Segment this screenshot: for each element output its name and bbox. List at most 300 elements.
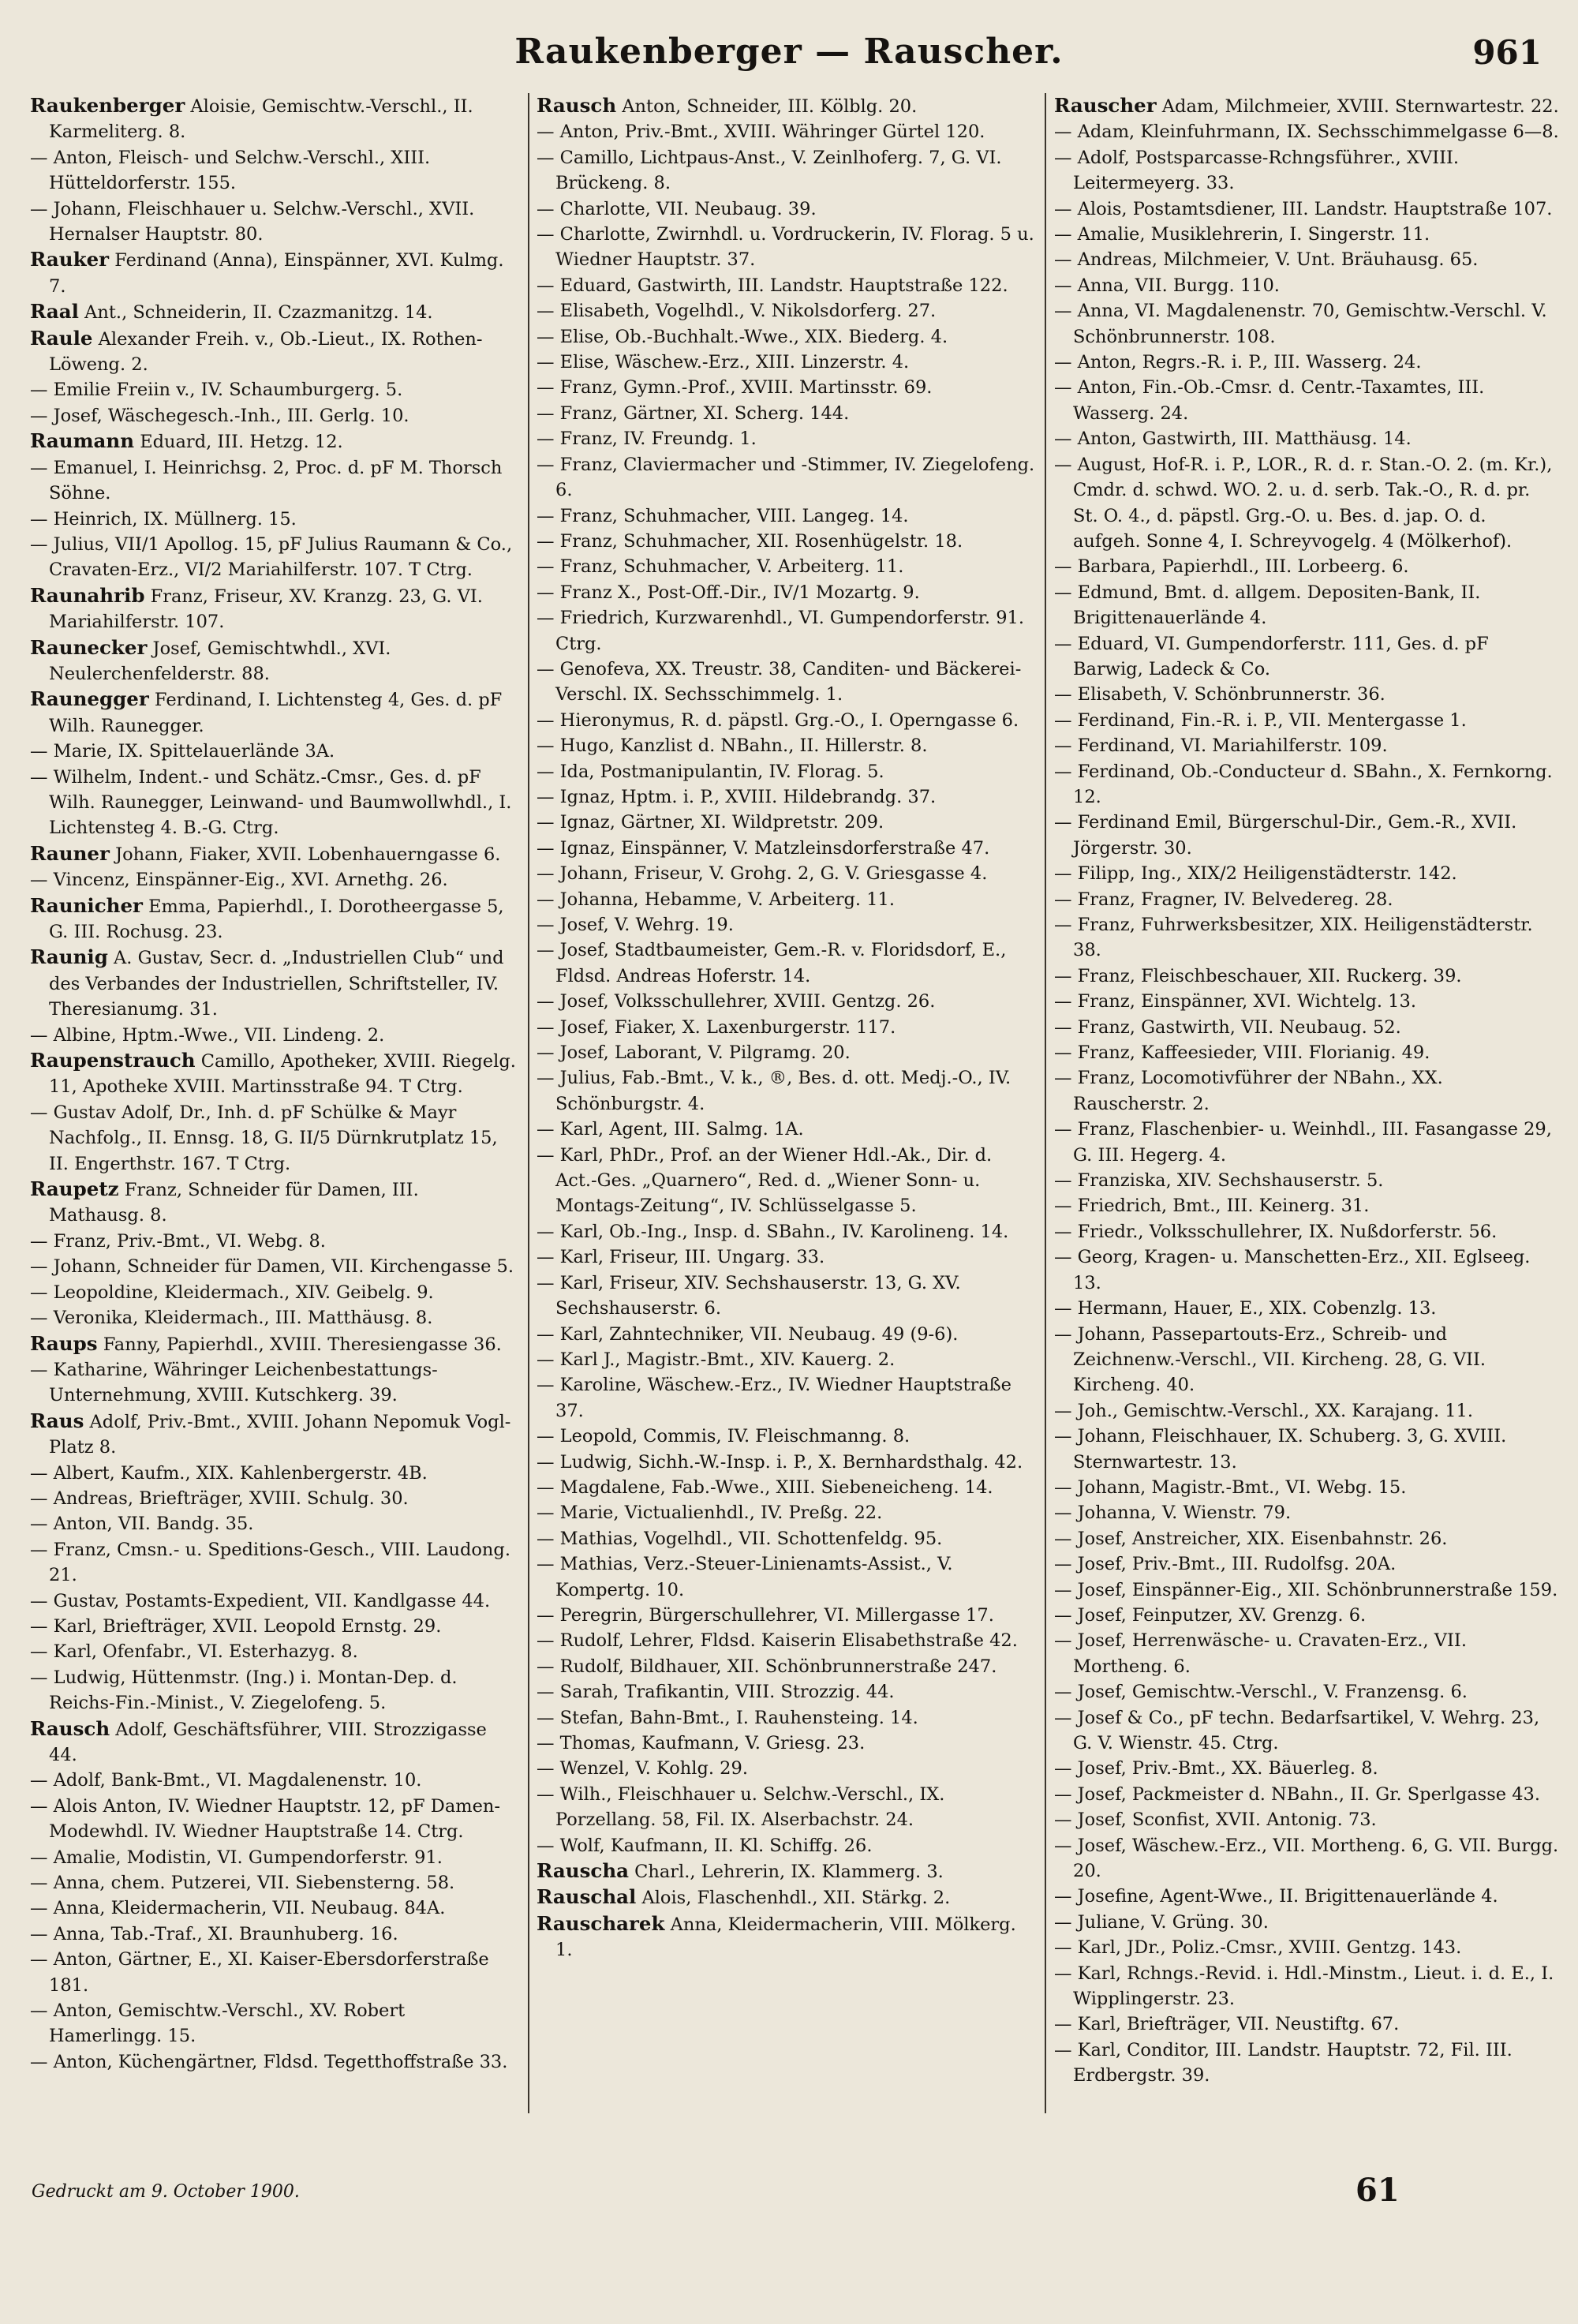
directory-entry xyxy=(537,93,1035,119)
directory-entry xyxy=(30,1409,519,1461)
entry-text: Eduard, III. Hetzg. 12. xyxy=(134,432,343,453)
directory-entry xyxy=(537,1065,1035,1117)
entry-text: — Katharine, Währinger Leichenbestattungs-Unternehmung, XVIII. Kutschkerg. 39. xyxy=(30,1359,438,1406)
directory-entry xyxy=(1054,247,1559,272)
entry-text: — Julius, VII/1 Apollog. 15, pF Julius Raumann & Co., Cravaten-Erz., VI/2 Mariahilferstr. 107. T Ctrg. xyxy=(30,533,513,581)
directory-entry xyxy=(30,583,519,635)
entry-surname: Rauscher xyxy=(1054,94,1157,117)
entry-text: — Camillo, Lichtpaus-Anst., V. Zeinlhoferg. 7, G. VI. Brückeng. 8. xyxy=(537,147,1002,194)
entry-text: — Anton, Fin.-Ob.-Cmsr. d. Centr.-Taxamtes, III. Wasserg. 24. xyxy=(1054,377,1485,424)
entry-text: — Andreas, Briefträger, XVIII. Schulg. 30. xyxy=(30,1488,409,1509)
entry-text: — Karl J., Magistr.-Bmt., XIV. Kauerg. 2. xyxy=(537,1349,896,1370)
directory-entry xyxy=(30,1229,519,1254)
entry-text: — Josef, Anstreicher, XIX. Eisenbahnstr. 26. xyxy=(1054,1528,1448,1549)
entry-text: — Emanuel, I. Heinrichsg. 2, Proc. d. pF M. Thorsch Söhne. xyxy=(30,457,503,504)
directory-entry xyxy=(30,1486,519,1511)
directory-entry xyxy=(30,739,519,764)
directory-entry xyxy=(1054,1756,1559,1781)
entry-text: — Marie, IX. Spittelauerlände 3A. xyxy=(30,741,335,762)
entry-text: — Friedrich, Kurzwarenhdl., VI. Gumpendorferstr. 91. Ctrg. xyxy=(537,608,1024,654)
directory-entry xyxy=(537,350,1035,375)
directory-entry xyxy=(30,1048,519,1100)
directory-entry xyxy=(537,222,1035,273)
entry-text: — Stefan, Bahn-Bmt., I. Rauhensteing. 14. xyxy=(537,1707,918,1728)
entry-text: — Franz, Priv.-Bmt., VI. Webg. 8. xyxy=(30,1230,326,1252)
entry-text: — Barbara, Papierhdl., III. Lorbeerg. 6. xyxy=(1054,556,1409,578)
entry-text: — Elisabeth, Vogelhdl., V. Nikolsdorferg. 27. xyxy=(537,301,937,322)
directory-entry xyxy=(537,733,1035,758)
directory-entry xyxy=(1054,2012,1559,2037)
directory-entry xyxy=(30,1254,519,1279)
entry-text: — Eduard, Gastwirth, III. Landstr. Hauptstraße 122. xyxy=(537,275,1008,296)
entry-surname: Raunig xyxy=(30,945,108,969)
directory-entry xyxy=(1054,1168,1559,1193)
directory-entry xyxy=(1054,554,1559,579)
entry-text: — Mathias, Verz.-Steuer-Linienamts-Assist., V. Kompertg. 10. xyxy=(537,1554,953,1600)
directory-entry xyxy=(1054,810,1559,861)
entry-text: — Mathias, Vogelhdl., VII. Schottenfeldg. 95. xyxy=(537,1528,943,1549)
directory-entry xyxy=(30,1461,519,1486)
entry-text: — Josef, V. Wehrg. 19. xyxy=(537,915,734,935)
entry-text: A. Gustav, Secr. d. „Industriellen Club“ und des Verbandes der Industriellen, Schriftsteller, IV. Theresianumg. 31. xyxy=(49,948,504,1020)
directory-entry xyxy=(1054,298,1559,350)
directory-entry xyxy=(1054,1807,1559,1832)
entry-text: — Wilhelm, Indent.- und Schätz.-Cmsr., Ges. d. pF Wilh. Raunegger, Leinwand- und Baumwollwhdl., I. Lichtensteg 4. B.-G. Ctrg. xyxy=(30,766,512,839)
entry-text: — Adolf, Bank-Bmt., VI. Magdalenenstr. 10. xyxy=(30,1770,422,1791)
entry-text: — Josef, Packmeister d. NBahn., II. Gr. Sperlgasse 43. xyxy=(1054,1783,1541,1805)
entry-text: — Marie, Victualienhdl., IV. Preßg. 22. xyxy=(537,1503,883,1524)
entry-text: — Johann, Fleischhauer u. Selchw.-Verschl., XVII. Hernalser Hauptstr. 80. xyxy=(30,198,475,245)
directory-entry xyxy=(537,912,1035,937)
directory-entry xyxy=(1054,1628,1559,1679)
directory-entry xyxy=(537,1143,1035,1219)
directory-entry xyxy=(30,841,519,867)
directory-entry xyxy=(537,1551,1035,1603)
entry-text: Anna, Kleidermacherin, VIII. Mölkerg. 1. xyxy=(555,1914,1016,1961)
directory-entry xyxy=(537,1628,1035,1653)
directory-entry xyxy=(30,1998,519,2049)
entry-text: — Josef, Gemischtw.-Verschl., V. Franzensg. 6. xyxy=(1054,1682,1468,1703)
entry-text: — Josef, Laborant, V. Pilgramg. 20. xyxy=(537,1042,851,1064)
entry-text: — Joh., Gemischtw.-Verschl., XX. Karajang. 11. xyxy=(1054,1400,1474,1421)
directory-entry xyxy=(1054,1961,1559,2012)
entry-text: — Karl, Agent, III. Salmg. 1A. xyxy=(537,1119,804,1140)
entry-text: — Magdalene, Fab.-Wwe., XIII. Siebeneicheng. 14. xyxy=(537,1476,993,1498)
directory-entry xyxy=(537,401,1035,426)
directory-entry xyxy=(30,326,519,378)
entry-text: — Josef, Herrenwäsche- u. Cravaten-Erz., VII. Mortheng. 6. xyxy=(1054,1630,1467,1677)
entry-text: — Ferdinand, VI. Mariahilferstr. 109. xyxy=(1054,735,1388,757)
directory-entry xyxy=(1054,1015,1559,1040)
entry-text: — Anton, Gastwirth, III. Matthäusg. 14. xyxy=(1054,428,1412,450)
entry-surname: Raule xyxy=(30,326,93,350)
directory-entry xyxy=(537,1756,1035,1781)
directory-entry xyxy=(537,1450,1035,1475)
entry-text: Emma, Papierhdl., I. Dorotheergasse 5, G. III. Rochusg. 23. xyxy=(49,896,504,942)
entry-text: — Josef, Priv.-Bmt., III. Rudolfsg. 20A. xyxy=(1054,1554,1397,1575)
entry-text: — Andreas, Milchmeier, V. Unt. Bräuhausg. 65. xyxy=(1054,249,1479,271)
directory-entry xyxy=(537,1654,1035,1679)
entry-text: — August, Hof-R. i. P., LOR., R. d. r. Stan.-O. 2. (m. Kr.), Cmdr. d. schwd. WO. 2. u. d. serb. Tak.-O., R. d. pr. St. O. 4., d. päpstl. Grg.-O. u. Bes. d. jap. O. d. aufgeh. Sonne 4, I. Schreyvogelg. 4 (Mölkerhof). xyxy=(1054,454,1553,552)
entry-text: — Ida, Postmanipulantin, IV. Florag. 5. xyxy=(537,761,884,782)
directory-entry xyxy=(30,455,519,507)
directory-entry xyxy=(1054,733,1559,758)
entry-text: — Ignaz, Gärtner, XI. Wildpretstr. 209. xyxy=(537,812,884,833)
entry-text: — Karl, Rchngs.-Revid. i. Hdl.-Minstm., Lieut. i. d. E., I. Wipplingerstr. 23. xyxy=(1054,1963,1554,2010)
directory-entry xyxy=(30,1280,519,1305)
directory-entry xyxy=(537,1347,1035,1372)
directory-entry xyxy=(537,452,1035,503)
directory-entry xyxy=(537,324,1035,350)
directory-entry xyxy=(1054,93,1559,119)
directory-entry xyxy=(537,1219,1035,1244)
entry-text: — Amalie, Modistin, VI. Gumpendorferstr. 91. xyxy=(30,1847,443,1868)
entry-surname: Raunahrib xyxy=(30,583,145,607)
directory-entry xyxy=(30,1331,519,1357)
entry-text: — Leopold, Commis, IV. Fleischmanng. 8. xyxy=(537,1426,911,1447)
column-1 xyxy=(30,93,519,2113)
directory-entry xyxy=(537,759,1035,784)
directory-entry xyxy=(537,887,1035,912)
directory-entry xyxy=(537,657,1035,708)
entry-text: — Karl, Friseur, III. Ungarg. 33. xyxy=(537,1247,825,1268)
directory-entry xyxy=(537,605,1035,657)
entry-text: — Albine, Hptm.-Wwe., VII. Lindeng. 2. xyxy=(30,1024,385,1046)
directory-entry xyxy=(1054,1040,1559,1065)
entry-text: — Johann, Friseur, V. Grohg. 2, G. V. Griesgasse 4. xyxy=(537,863,988,885)
entry-text: Adolf, Priv.-Bmt., XVIII. Johann Nepomuk Vogl-Platz 8. xyxy=(49,1411,511,1458)
directory-entry xyxy=(537,196,1035,222)
directory-entry xyxy=(30,945,519,1022)
directory-entry xyxy=(1054,989,1559,1014)
entry-text: — Franz, Cmsn.- u. Speditions-Gesch., VIII. Laudong. 21. xyxy=(30,1539,510,1586)
entry-text: — Thomas, Kaufmann, V. Griesg. 23. xyxy=(537,1733,866,1753)
entry-text: — Edmund, Bmt. d. allgem. Depositen-Bank, II. Brigittenauerlände 4. xyxy=(1054,582,1481,629)
entry-text: — Karl, Friseur, XIV. Sechshauserstr. 13, G. XV. Sechshauserstr. 6. xyxy=(537,1272,961,1319)
directory-entry xyxy=(537,273,1035,298)
directory-entry xyxy=(1054,708,1559,733)
entry-surname: Raukenberger xyxy=(30,94,185,117)
directory-entry xyxy=(537,503,1035,529)
directory-entry xyxy=(1054,1193,1559,1218)
directory-entry xyxy=(30,1845,519,1870)
entry-text: — Franz, Fragner, IV. Belvedereg. 28. xyxy=(1054,889,1393,910)
directory-entry xyxy=(1054,580,1559,631)
directory-entry xyxy=(30,299,519,325)
entry-text: Franz, Schneider für Damen, III. Mathausg. 8. xyxy=(49,1180,419,1226)
directory-entry xyxy=(30,1177,519,1229)
entry-text: — Karl, Ob.-Ing., Insp. d. SBahn., IV. Karolineng. 14. xyxy=(537,1221,1009,1242)
directory-entry xyxy=(30,247,519,299)
directory-entry xyxy=(30,1100,519,1177)
entry-text: — Genofeva, XX. Treustr. 38, Canditen- und Bäckerei-Verschl. IX. Sechsschimmelg. 1. xyxy=(537,658,1022,705)
entry-text: — Karoline, Wäschew.-Erz., IV. Wiedner Hauptstraße 37. xyxy=(537,1375,1011,1421)
directory-entry xyxy=(30,196,519,248)
directory-entry xyxy=(30,1639,519,1664)
directory-entry xyxy=(537,1500,1035,1525)
entry-text: — Josef, Stadtbaumeister, Gem.-R. v. Floridsdorf, E., Fldsd. Andreas Hoferstr. 14. xyxy=(537,940,1007,986)
entry-text: Ant., Schneiderin, II. Czazmanitzg. 14. xyxy=(78,302,433,324)
directory-entry xyxy=(537,529,1035,554)
directory-entry xyxy=(1054,1884,1559,1909)
entry-text: — Georg, Kragen- u. Manschetten-Erz., XII. Eglseeg. 13. xyxy=(1054,1247,1531,1293)
directory-entry xyxy=(537,1705,1035,1731)
directory-entry xyxy=(30,1357,519,1409)
entry-text: — Karl, Zahntechniker, VII. Neubaug. 49 (9-6). xyxy=(537,1323,959,1345)
directory-entry xyxy=(30,893,519,945)
entry-text: — Franz, Fleischbeschauer, XII. Ruckerg. 39. xyxy=(1054,965,1462,986)
entry-text: — Franz, Einspänner, XVI. Wichtelg. 13. xyxy=(1054,991,1416,1012)
entry-surname: Rauker xyxy=(30,248,110,271)
entry-text: — Sarah, Trafikantin, VIII. Strozzig. 44. xyxy=(537,1682,895,1703)
directory-entry xyxy=(1054,1935,1559,1960)
directory-entry xyxy=(1054,1705,1559,1757)
directory-entry xyxy=(537,1911,1035,1963)
directory-entry xyxy=(1054,1296,1559,1321)
directory-entry xyxy=(1054,222,1559,247)
entry-surname: Raunicher xyxy=(30,893,143,917)
directory-entry xyxy=(537,580,1035,605)
directory-entry xyxy=(537,1526,1035,1551)
entry-text: — Josef, Wäschegesch.-Inh., III. Gerlg. 10. xyxy=(30,405,409,426)
directory-entry xyxy=(1054,1551,1559,1577)
directory-entry xyxy=(1054,1398,1559,1424)
entry-surname: Rauscha xyxy=(537,1859,630,1883)
entry-text: — Adolf, Postsparcasse-Rchngsführer., XVIII. Leitermeyerg. 33. xyxy=(1054,147,1460,194)
directory-entry xyxy=(30,2049,519,2075)
entry-text: — Johann, Schneider für Damen, VII. Kirchengasse 5. xyxy=(30,1256,514,1278)
directory-entry xyxy=(1054,119,1559,144)
entry-text: — Friedrich, Bmt., III. Keinerg. 31. xyxy=(1054,1196,1370,1217)
directory-entry xyxy=(30,635,519,687)
directory-entry xyxy=(1054,426,1559,451)
entry-text: — Peregrin, Bürgerschullehrer, VI. Millergasse 17. xyxy=(537,1604,994,1626)
entry-text: — Karl, Ofenfabr., VI. Esterhazyg. 8. xyxy=(30,1641,358,1663)
entry-text: — Johann, Passepartouts-Erz., Schreib- und Zeichnenw.-Verschl., VII. Kircheng. 28, G. VII. Kircheng. 40. xyxy=(1054,1323,1486,1396)
entry-text: — Ludwig, Hüttenmstr. (Ing.) i. Montan-Dep. d. Reichs-Fin.-Minist., V. Ziegelofeng. 5. xyxy=(30,1667,458,1714)
directory-entry xyxy=(1054,375,1559,426)
entry-text: Alexander Freih. v., Ob.-Lieut., IX. Rothen-Löweng. 2. xyxy=(49,328,483,376)
entry-text: — Franziska, XIV. Sechshauserstr. 5. xyxy=(1054,1170,1384,1192)
entry-text: — Anna, chem. Putzerei, VII. Siebensterng. 58. xyxy=(30,1873,455,1894)
entry-text: — Josef, Sconfist, XVII. Antonig. 73. xyxy=(1054,1809,1377,1831)
directory-entry xyxy=(1054,1117,1559,1168)
entry-surname: Raal xyxy=(30,300,79,324)
entry-text: Fanny, Papierhdl., XVIII. Theresiengasse 36. xyxy=(97,1334,502,1355)
directory-entry xyxy=(1054,631,1559,683)
entry-text: — Gustav, Postamts-Expedient, VII. Kandlgasse 44. xyxy=(30,1590,491,1611)
entry-text: Ferdinand (Anna), Einspänner, XVI. Kulmg. 7. xyxy=(49,250,504,297)
directory-entry xyxy=(30,1768,519,1793)
entry-text: — Johann, Magistr.-Bmt., VI. Webg. 15. xyxy=(1054,1476,1407,1498)
directory-entry xyxy=(30,1896,519,1921)
entry-text: — Wolf, Kaufmann, II. Kl. Schiffg. 26. xyxy=(537,1835,873,1856)
entry-surname: Raupetz xyxy=(30,1177,119,1201)
directory-entry xyxy=(30,1614,519,1639)
entry-text: Charl., Lehrerin, IX. Klammerg. 3. xyxy=(629,1862,944,1883)
entry-text: — Anton, Gärtner, E., XI. Kaiser-Ebersdorferstraße 181. xyxy=(30,1949,489,1996)
directory-entry xyxy=(537,145,1035,196)
entry-text: — Rudolf, Lehrer, Fldsd. Kaiserin Elisabethstraße 42. xyxy=(537,1630,1018,1652)
directory-entry xyxy=(30,145,519,196)
directory-entry xyxy=(537,1782,1035,1833)
entry-text: — Anna, VII. Burgg. 110. xyxy=(1054,275,1280,296)
directory-entry xyxy=(1054,682,1559,707)
entry-text: — Anna, VI. Magdalenenstr. 70, Gemischtw.-Verschl. V. Schönbrunnerstr. 108. xyxy=(1054,301,1547,347)
entry-text: — Alois, Postamtsdiener, III. Landstr. Hauptstraße 107. xyxy=(1054,198,1553,219)
directory-entry xyxy=(537,1884,1035,1910)
directory-entry xyxy=(1054,196,1559,222)
entry-text: — Hermann, Hauer, E., XIX. Cobenzlg. 13. xyxy=(1054,1298,1437,1319)
entry-text: — Adam, Kleinfuhrmann, IX. Sechsschimmelgasse 6—8. xyxy=(1054,122,1559,143)
directory-entry xyxy=(537,937,1035,989)
directory-entry xyxy=(1054,1833,1559,1884)
directory-entry xyxy=(537,1271,1035,1322)
directory-entry xyxy=(537,989,1035,1014)
directory-entry xyxy=(30,1511,519,1536)
entry-text: — Franz, Locomotivführer der NBahn., XX. Rauscherstr. 2. xyxy=(1054,1068,1443,1114)
directory-entry xyxy=(30,377,519,402)
entry-text: — Johanna, V. Wienstr. 79. xyxy=(1054,1503,1292,1524)
entry-text: — Josef & Co., pF techn. Bedarfsartikel, V. Wehrg. 23, G. V. Wienstr. 45. Ctrg. xyxy=(1054,1707,1540,1753)
directory-entry xyxy=(1054,1679,1559,1705)
entry-text: Ferdinand, I. Lichtensteg 4, Ges. d. pF Wilh. Raunegger. xyxy=(49,690,503,736)
directory-entry xyxy=(537,375,1035,400)
entry-text: — Eduard, VI. Gumpendorferstr. 111, Ges. d. pF Barwig, Ladeck & Co. xyxy=(1054,633,1489,679)
entry-text: — Leopoldine, Kleidermach., XIV. Geibelg. 9. xyxy=(30,1282,434,1303)
directory-entry xyxy=(30,1870,519,1896)
directory-entry xyxy=(537,1858,1035,1884)
directory-entry xyxy=(30,1537,519,1589)
entry-text: — Emilie Freiin v., IV. Schaumburgerg. 5. xyxy=(30,380,403,401)
entry-text: — Anton, Regrs.-R. i. P., III. Wasserg. 24. xyxy=(1054,352,1422,373)
entry-text: — Ferdinand Emil, Bürgerschul-Dir., Gem.-R., XVII. Jörgerstr. 30. xyxy=(1054,812,1517,859)
entry-text: Adam, Milchmeier, XVIII. Sternwartestr. 22. xyxy=(1156,96,1559,117)
entry-text: Adolf, Geschäftsführer, VIII. Strozzigasse 44. xyxy=(49,1719,487,1765)
entry-text: Anton, Schneider, III. Kölblg. 20. xyxy=(616,96,918,117)
entry-text: — Franz X., Post-Off.-Dir., IV/1 Mozartg. 9. xyxy=(537,582,920,603)
entry-surname: Rauner xyxy=(30,841,110,865)
entry-text: — Josef, Volksschullehrer, XVIII. Gentzg. 26. xyxy=(537,991,936,1012)
entry-text: — Hugo, Kanzlist d. NBahn., II. Hillerstr. 8. xyxy=(537,735,928,757)
entry-surname: Raups xyxy=(30,1331,98,1355)
directory-entry xyxy=(30,532,519,583)
entry-text: — Elise, Wäschew.-Erz., XIII. Linzerstr. 4. xyxy=(537,352,910,373)
directory-entry xyxy=(537,1679,1035,1705)
entry-text: — Anton, Fleisch- und Selchw.-Verschl., XIII. Hütteldorferstr. 155. xyxy=(30,147,431,194)
directory-entry xyxy=(537,1015,1035,1040)
directory-entry xyxy=(1054,1910,1559,1935)
entry-text: — Hieronymus, R. d. päpstl. Grg.-O., I. Operngasse 6. xyxy=(537,709,1019,731)
directory-entry xyxy=(30,1922,519,1947)
entry-text: — Anna, Kleidermacherin, VII. Neubaug. 84A. xyxy=(30,1898,446,1919)
entry-text: — Amalie, Musiklehrerin, I. Singerstr. 11. xyxy=(1054,224,1430,245)
directory-entry xyxy=(30,765,519,841)
directory-entry xyxy=(537,1322,1035,1347)
directory-entry xyxy=(1054,1577,1559,1603)
directory-entry xyxy=(30,1947,519,1998)
directory-entry xyxy=(1054,273,1559,298)
directory-entry xyxy=(1054,861,1559,886)
directory-entry xyxy=(537,298,1035,324)
entry-surname: Rausch xyxy=(30,1716,110,1740)
entry-text: — Franz, Flaschenbier- u. Weinhdl., III. Fasangasse 29, G. III. Hegerg. 4. xyxy=(1054,1119,1552,1166)
directory-entry xyxy=(1054,452,1559,555)
entry-surname: Raus xyxy=(30,1409,84,1432)
entry-surname: Raunegger xyxy=(30,687,149,711)
entry-text: — Alois Anton, IV. Wiedner Hauptstr. 12, pF Damen-Modewhdl. IV. Wiedner Hauptstraße 14. Ctrg. xyxy=(30,1795,500,1843)
entry-text: — Wenzel, V. Kohlg. 29. xyxy=(537,1758,748,1779)
entry-text: — Veronika, Kleidermach., III. Matthäusg. 8. xyxy=(30,1308,433,1329)
entry-text: — Heinrich, IX. Müllnerg. 15. xyxy=(30,508,297,530)
directory-entry xyxy=(1054,1244,1559,1296)
entry-surname: Rauscharek xyxy=(537,1911,665,1935)
directory-entry xyxy=(537,1244,1035,1270)
directory-entry xyxy=(1054,2038,1559,2089)
directory-entry xyxy=(1054,1782,1559,1807)
entry-text: — Josef, Feinputzer, XV. Grenzg. 6. xyxy=(1054,1604,1367,1626)
directory-entry xyxy=(1054,1500,1559,1525)
entry-text: — Johann, Fleischhauer, IX. Schuberg. 3, G. XVIII. Sternwartestr. 13. xyxy=(1054,1426,1507,1473)
entry-text: Camillo, Apotheker, XVIII. Riegelg. 11, Apotheke XVIII. Martinsstraße 94. T Ctrg. xyxy=(49,1051,516,1098)
entry-text: — Charlotte, VII. Neubaug. 39. xyxy=(537,198,817,219)
entry-text: Josef, Gemischtwhdl., XVI. Neulerchenfelderstr. 88. xyxy=(49,638,391,684)
entry-text: — Anton, Küchengärtner, Fldsd. Tegetthoffstraße 33. xyxy=(30,2051,508,2072)
directory-entry xyxy=(30,867,519,893)
entry-text: — Rudolf, Bildhauer, XII. Schönbrunnerstraße 247. xyxy=(537,1656,997,1677)
entry-text: — Anton, VII. Bandg. 35. xyxy=(30,1514,254,1535)
entry-text: — Ferdinand, Ob.-Conducteur d. SBahn., X. Fernkorng. 12. xyxy=(1054,761,1553,807)
entry-text: — Vincenz, Einspänner-Eig., XVI. Arnethg. 26. xyxy=(30,870,448,891)
directory-entry xyxy=(1054,1424,1559,1475)
entry-text: — Elise, Ob.-Buchhalt.-Wwe., XIX. Biederg. 4. xyxy=(537,326,948,347)
entry-text: — Josefine, Agent-Wwe., II. Brigittenauerlände 4. xyxy=(1054,1886,1498,1907)
directory-entry xyxy=(30,507,519,532)
entry-text: — Ferdinand, Fin.-R. i. P., VII. Mentergasse 1. xyxy=(1054,709,1467,731)
entry-text: Johann, Fiaker, XVII. Lobenhauerngasse 6. xyxy=(109,844,501,865)
directory-entry xyxy=(1054,964,1559,989)
directory-entry xyxy=(30,93,519,145)
entry-text: — Anton, Gemischtw.-Verschl., XV. Robert Hamerlingg. 15. xyxy=(30,2000,406,2047)
entry-text: — Albert, Kaufm., XIX. Kahlenbergerstr. 4B. xyxy=(30,1462,428,1484)
directory-entry xyxy=(1054,1322,1559,1398)
print-date-note: Gedruckt am 9. October 1900. xyxy=(32,2182,300,2202)
entry-text: — Elisabeth, V. Schönbrunnerstr. 36. xyxy=(1054,684,1385,705)
directory-entry xyxy=(30,1794,519,1845)
entry-text: Franz, Friseur, XV. Kranzg. 23, G. VI. Mariahilferstr. 107. xyxy=(49,586,483,633)
entry-text: — Franz, Gärtner, XI. Scherg. 144. xyxy=(537,402,850,424)
entry-text: — Ignaz, Hptm. i. P., XVIII. Hildebrandg. 37. xyxy=(537,786,937,807)
entry-text: Alois, Flaschenhdl., XII. Stärkg. 2. xyxy=(636,1888,951,1909)
directory-entry xyxy=(1054,887,1559,912)
entry-text: — Josef, Priv.-Bmt., XX. Bäuerleg. 8. xyxy=(1054,1758,1378,1779)
directory-entry xyxy=(30,687,519,739)
entry-surname: Raunecker xyxy=(30,635,148,659)
directory-entry xyxy=(537,1731,1035,1756)
directory-entry xyxy=(537,119,1035,144)
entry-text: — Franz, Kaffeesieder, VIII. Florianig. 49. xyxy=(1054,1042,1430,1064)
entry-text: — Ludwig, Sichh.-W.-Insp. i. P., X. Bernhardsthalg. 42. xyxy=(537,1451,1023,1473)
entry-text: — Franz, Gymn.-Prof., XVIII. Martinsstr. 69. xyxy=(537,377,933,399)
entry-text: — Karl, JDr., Poliz.-Cmsr., XVIII. Gentzg. 143. xyxy=(1054,1937,1462,1959)
entry-text: — Franz, Fuhrwerksbesitzer, XIX. Heiligenstädterstr. 38. xyxy=(1054,915,1533,961)
entry-text: — Ignaz, Einspänner, V. Matzleinsdorferstraße 47. xyxy=(537,837,990,859)
directory-entry xyxy=(537,1833,1035,1858)
directory-entry xyxy=(537,426,1035,451)
directory-entry xyxy=(537,554,1035,579)
directory-entry xyxy=(1054,759,1559,810)
entry-text: — Friedr., Volksschullehrer, IX. Nußdorferstr. 56. xyxy=(1054,1221,1498,1242)
